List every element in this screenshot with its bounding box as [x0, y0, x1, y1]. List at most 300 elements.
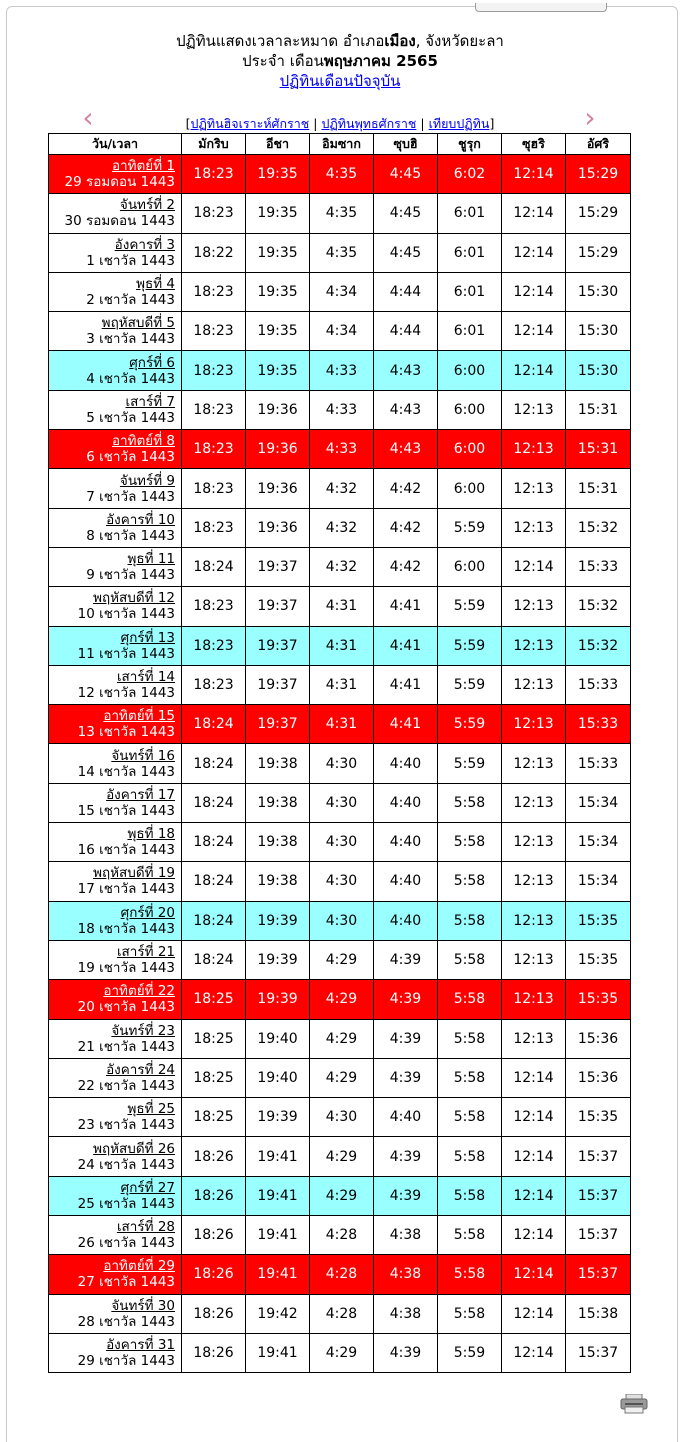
time-syuruk: 5:58 — [438, 1137, 502, 1176]
time-syuruk: 5:59 — [438, 1333, 502, 1372]
time-subuh: 4:39 — [374, 980, 438, 1019]
day-cell — [49, 547, 182, 586]
hijri-date: 9 เชาวัล 1443 — [86, 567, 175, 584]
hijri-date: 17 เชาวัล 1443 — [77, 881, 175, 898]
day-cell — [49, 1098, 182, 1137]
time-maghrib: 18:23 — [182, 665, 246, 704]
day-link[interactable]: อาทิตย์ที่ 15 — [103, 708, 175, 725]
time-maghrib: 18:24 — [182, 744, 246, 783]
time-asar: 15:37 — [566, 1137, 631, 1176]
top-button[interactable] — [475, 3, 607, 12]
time-syuruk: 5:59 — [438, 626, 502, 665]
time-zuhur: 12:13 — [502, 390, 566, 429]
time-imsak: 4:35 — [310, 233, 374, 272]
links-separator: | — [416, 116, 429, 131]
time-isha: 19:37 — [246, 665, 310, 704]
day-cell — [49, 1294, 182, 1333]
day-link[interactable]: พฤหัสบดีที่ 19 — [93, 865, 175, 882]
time-asar: 15:29 — [566, 233, 631, 272]
day-link[interactable]: จันทร์ที่ 30 — [111, 1297, 175, 1314]
time-zuhur: 12:14 — [502, 547, 566, 586]
time-syuruk: 5:58 — [438, 901, 502, 940]
time-imsak: 4:31 — [310, 626, 374, 665]
time-imsak: 4:28 — [310, 1216, 374, 1255]
time-asar: 15:30 — [566, 351, 631, 390]
day-link[interactable]: อาทิตย์ที่ 1 — [111, 158, 175, 175]
table-row — [49, 194, 631, 233]
day-cell — [49, 233, 182, 272]
time-subuh: 4:40 — [374, 823, 438, 862]
time-subuh: 4:44 — [374, 312, 438, 351]
time-isha: 19:40 — [246, 1019, 310, 1058]
time-imsak: 4:35 — [310, 155, 374, 194]
time-subuh: 4:40 — [374, 862, 438, 901]
time-maghrib: 18:23 — [182, 390, 246, 429]
day-link[interactable]: พุธที่ 25 — [127, 1101, 175, 1118]
time-maghrib: 18:24 — [182, 901, 246, 940]
time-imsak: 4:30 — [310, 862, 374, 901]
time-asar: 15:35 — [566, 1098, 631, 1137]
time-subuh: 4:40 — [374, 783, 438, 822]
day-link[interactable]: เสาร์ที่ 28 — [116, 1219, 175, 1236]
time-subuh: 4:40 — [374, 744, 438, 783]
day-cell — [49, 1333, 182, 1372]
time-asar: 15:33 — [566, 705, 631, 744]
time-isha: 19:35 — [246, 194, 310, 233]
compare-calendar-link[interactable]: เทียบปฏิทิน — [428, 116, 490, 131]
time-asar: 15:37 — [566, 1333, 631, 1372]
time-subuh: 4:41 — [374, 626, 438, 665]
col-header-maghrib: มักริบ — [182, 134, 246, 155]
time-subuh: 4:42 — [374, 469, 438, 508]
time-isha: 19:37 — [246, 587, 310, 626]
time-zuhur: 12:14 — [502, 155, 566, 194]
time-zuhur: 12:13 — [502, 901, 566, 940]
time-imsak: 4:32 — [310, 469, 374, 508]
day-link[interactable]: เสาร์ที่ 14 — [116, 669, 175, 685]
time-asar: 15:33 — [566, 547, 631, 586]
table-row — [49, 1176, 631, 1215]
day-link[interactable]: พุธที่ 18 — [127, 826, 175, 843]
table-row — [49, 783, 631, 822]
day-cell — [49, 626, 182, 665]
time-syuruk: 5:58 — [438, 862, 502, 901]
col-header-imsak: อิมซาก — [310, 134, 374, 155]
hijri-date: 11 เชาวัล 1443 — [77, 645, 175, 662]
day-cell — [49, 980, 182, 1019]
hijri-date: 29 เชาวัล 1443 — [77, 1353, 175, 1370]
prayer-times-table — [48, 133, 631, 1373]
time-isha: 19:38 — [246, 744, 310, 783]
day-link[interactable]: พุธที่ 4 — [136, 276, 175, 293]
table-row — [49, 705, 631, 744]
time-maghrib: 18:24 — [182, 705, 246, 744]
time-isha: 19:36 — [246, 508, 310, 547]
time-imsak: 4:32 — [310, 508, 374, 547]
buddhist-calendar-link[interactable]: ปฏิทินพุทธศักราช — [321, 116, 417, 131]
time-subuh: 4:42 — [374, 547, 438, 586]
table-row — [49, 312, 631, 351]
time-zuhur: 12:14 — [502, 351, 566, 390]
table-row — [49, 665, 631, 704]
time-syuruk: 6:00 — [438, 469, 502, 508]
day-link[interactable]: พฤหัสบดีที่ 26 — [93, 1140, 175, 1157]
time-isha: 19:42 — [246, 1294, 310, 1333]
time-syuruk: 6:01 — [438, 272, 502, 311]
table-row — [49, 1098, 631, 1137]
hijri-date: 10 เชาวัล 1443 — [77, 606, 175, 623]
time-syuruk: 5:58 — [438, 1058, 502, 1097]
time-isha: 19:36 — [246, 390, 310, 429]
hijri-date: 16 เชาวัล 1443 — [77, 842, 175, 859]
table-row — [49, 626, 631, 665]
table-row — [49, 469, 631, 508]
time-syuruk: 5:58 — [438, 1294, 502, 1333]
time-asar: 15:31 — [566, 469, 631, 508]
day-link[interactable]: จันทร์ที่ 9 — [119, 472, 175, 489]
time-imsak: 4:34 — [310, 312, 374, 351]
time-imsak: 4:29 — [310, 1176, 374, 1215]
time-zuhur: 12:14 — [502, 1137, 566, 1176]
time-isha: 19:35 — [246, 312, 310, 351]
time-syuruk: 6:00 — [438, 430, 502, 469]
time-syuruk: 6:01 — [438, 312, 502, 351]
time-zuhur: 12:14 — [502, 1255, 566, 1294]
time-isha: 19:41 — [246, 1137, 310, 1176]
time-zuhur: 12:14 — [502, 1058, 566, 1097]
time-asar: 15:31 — [566, 390, 631, 429]
hijri-date: 18 เชาวัล 1443 — [77, 920, 175, 937]
time-maghrib: 18:23 — [182, 508, 246, 547]
time-syuruk: 5:58 — [438, 783, 502, 822]
time-maghrib: 18:23 — [182, 430, 246, 469]
time-imsak: 4:28 — [310, 1255, 374, 1294]
time-asar: 15:35 — [566, 901, 631, 940]
col-header-asar: อัศริ — [566, 134, 631, 155]
time-subuh: 4:44 — [374, 272, 438, 311]
time-isha: 19:37 — [246, 626, 310, 665]
province-name: , จังหวัดยะลา — [415, 32, 504, 50]
time-subuh: 4:42 — [374, 508, 438, 547]
time-zuhur: 12:14 — [502, 233, 566, 272]
time-imsak: 4:31 — [310, 705, 374, 744]
time-zuhur: 12:13 — [502, 705, 566, 744]
day-link[interactable]: จันทร์ที่ 23 — [111, 1022, 175, 1039]
time-subuh: 4:45 — [374, 155, 438, 194]
print-icon[interactable] — [620, 1394, 648, 1414]
links-separator: | — [309, 116, 322, 131]
time-isha: 19:35 — [246, 351, 310, 390]
time-imsak: 4:29 — [310, 980, 374, 1019]
time-subuh: 4:39 — [374, 1058, 438, 1097]
time-imsak: 4:30 — [310, 901, 374, 940]
col-header-zuhur: ซุฮริ — [502, 134, 566, 155]
time-isha: 19:39 — [246, 940, 310, 979]
day-link[interactable]: ศุกร์ที่ 20 — [120, 904, 175, 921]
hijri-date: 12 เชาวัล 1443 — [77, 685, 175, 701]
day-link[interactable]: อังคารที่ 17 — [106, 786, 175, 803]
day-cell — [49, 272, 182, 311]
time-maghrib: 18:24 — [182, 862, 246, 901]
time-imsak: 4:33 — [310, 390, 374, 429]
day-link[interactable]: เสาร์ที่ 21 — [116, 944, 175, 961]
table-row — [49, 155, 631, 194]
day-link[interactable]: พุธที่ 11 — [127, 551, 175, 568]
time-zuhur: 12:14 — [502, 272, 566, 311]
table-row — [49, 862, 631, 901]
day-link[interactable]: พฤหัสบดีที่ 5 — [101, 315, 175, 332]
time-isha: 19:38 — [246, 823, 310, 862]
time-zuhur: 12:13 — [502, 980, 566, 1019]
day-link[interactable]: จันทร์ที่ 16 — [111, 747, 175, 764]
time-syuruk: 6:01 — [438, 233, 502, 272]
time-subuh: 4:39 — [374, 1019, 438, 1058]
time-isha: 19:41 — [246, 1255, 310, 1294]
time-subuh: 4:39 — [374, 1176, 438, 1215]
time-imsak: 4:28 — [310, 1294, 374, 1333]
time-maghrib: 18:26 — [182, 1176, 246, 1215]
month-year: พฤษภาคม 2565 — [323, 52, 438, 70]
time-asar: 15:36 — [566, 1058, 631, 1097]
table-row — [49, 1294, 631, 1333]
day-cell — [49, 940, 182, 979]
time-syuruk: 5:58 — [438, 980, 502, 1019]
time-imsak: 4:33 — [310, 351, 374, 390]
time-isha: 19:41 — [246, 1176, 310, 1215]
table-body — [49, 155, 631, 1373]
time-syuruk: 5:59 — [438, 744, 502, 783]
time-zuhur: 12:13 — [502, 469, 566, 508]
time-subuh: 4:41 — [374, 705, 438, 744]
hijri-date: 22 เชาวัล 1443 — [77, 1077, 175, 1094]
day-link[interactable]: อังคารที่ 10 — [106, 511, 175, 528]
title-line-1 — [0, 31, 680, 51]
time-maghrib: 18:25 — [182, 1098, 246, 1137]
time-asar: 15:35 — [566, 980, 631, 1019]
day-cell — [49, 665, 182, 704]
time-imsak: 4:29 — [310, 1137, 374, 1176]
day-link[interactable]: อาทิตย์ที่ 29 — [103, 1258, 175, 1275]
day-link[interactable]: อาทิตย์ที่ 8 — [111, 433, 175, 450]
time-asar: 15:29 — [566, 194, 631, 233]
hijri-date: 3 เชาวัล 1443 — [86, 331, 175, 348]
day-cell — [49, 508, 182, 547]
time-maghrib: 18:25 — [182, 1019, 246, 1058]
time-maghrib: 18:24 — [182, 783, 246, 822]
time-maghrib: 18:23 — [182, 312, 246, 351]
day-cell — [49, 312, 182, 351]
hijri-date: 24 เชาวัล 1443 — [77, 1156, 175, 1173]
time-subuh: 4:39 — [374, 1333, 438, 1372]
table-row — [49, 823, 631, 862]
time-zuhur: 12:13 — [502, 430, 566, 469]
day-cell — [49, 1176, 182, 1215]
hijri-date: 13 เชาวัล 1443 — [77, 724, 175, 741]
time-asar: 15:31 — [566, 430, 631, 469]
time-subuh: 4:40 — [374, 901, 438, 940]
time-asar: 15:34 — [566, 783, 631, 822]
page-header — [0, 31, 680, 91]
time-maghrib: 18:23 — [182, 587, 246, 626]
time-maghrib: 18:26 — [182, 1255, 246, 1294]
time-zuhur: 12:13 — [502, 665, 566, 704]
time-syuruk: 5:59 — [438, 508, 502, 547]
day-link[interactable]: เสาร์ที่ 7 — [125, 393, 175, 410]
hijri-date: 30 รอมดอน 1443 — [64, 213, 175, 230]
time-zuhur: 12:13 — [502, 783, 566, 822]
table-row — [49, 901, 631, 940]
time-syuruk: 5:58 — [438, 823, 502, 862]
time-asar: 15:30 — [566, 312, 631, 351]
day-link[interactable]: พฤหัสบดีที่ 12 — [93, 590, 175, 607]
time-isha: 19:35 — [246, 272, 310, 311]
current-month-link[interactable]: ปฏิทินเดือนปัจจุบัน — [279, 72, 401, 90]
time-asar: 15:34 — [566, 862, 631, 901]
time-asar: 15:32 — [566, 587, 631, 626]
time-maghrib: 18:23 — [182, 626, 246, 665]
time-asar: 15:33 — [566, 665, 631, 704]
time-isha: 19:39 — [246, 1098, 310, 1137]
time-isha: 19:39 — [246, 980, 310, 1019]
table-row — [49, 1255, 631, 1294]
table-row — [49, 390, 631, 429]
table-row — [49, 1333, 631, 1372]
col-header-day: วัน/เวลา — [49, 134, 182, 155]
hijri-date: 8 เชาวัล 1443 — [86, 527, 175, 544]
time-isha: 19:37 — [246, 705, 310, 744]
hijri-calendar-link[interactable]: ปฏิทินฮิจเราะห์ศักราช — [190, 116, 310, 131]
day-link[interactable]: ศุกร์ที่ 13 — [120, 629, 175, 646]
hijri-date: 1 เชาวัล 1443 — [86, 252, 175, 269]
time-subuh: 4:43 — [374, 390, 438, 429]
day-cell — [49, 705, 182, 744]
time-zuhur: 12:14 — [502, 1098, 566, 1137]
time-imsak: 4:29 — [310, 940, 374, 979]
time-isha: 19:37 — [246, 547, 310, 586]
day-cell — [49, 390, 182, 429]
time-imsak: 4:34 — [310, 272, 374, 311]
time-syuruk: 5:58 — [438, 1255, 502, 1294]
day-link[interactable]: ศุกร์ที่ 27 — [120, 1179, 175, 1196]
time-syuruk: 6:01 — [438, 194, 502, 233]
hijri-date: 6 เชาวัล 1443 — [86, 449, 175, 466]
time-isha: 19:35 — [246, 155, 310, 194]
time-imsak: 4:30 — [310, 823, 374, 862]
table-row — [49, 547, 631, 586]
hijri-date: 15 เชาวัล 1443 — [77, 802, 175, 819]
time-asar: 15:34 — [566, 823, 631, 862]
time-zuhur: 12:14 — [502, 1176, 566, 1215]
table-row — [49, 1216, 631, 1255]
time-zuhur: 12:14 — [502, 1216, 566, 1255]
hijri-date: 23 เชาวัล 1443 — [77, 1117, 175, 1134]
table-row — [49, 980, 631, 1019]
day-cell — [49, 194, 182, 233]
table-row — [49, 351, 631, 390]
time-zuhur: 12:14 — [502, 1333, 566, 1372]
time-imsak: 4:32 — [310, 547, 374, 586]
time-asar: 15:32 — [566, 508, 631, 547]
time-subuh: 4:40 — [374, 1098, 438, 1137]
table-row — [49, 508, 631, 547]
time-maghrib: 18:24 — [182, 940, 246, 979]
hijri-date: 2 เชาวัล 1443 — [86, 292, 175, 309]
table-row — [49, 744, 631, 783]
time-subuh: 4:45 — [374, 194, 438, 233]
col-header-subuh: ซุบฮิ — [374, 134, 438, 155]
time-syuruk: 5:58 — [438, 1098, 502, 1137]
title-line-2 — [0, 51, 680, 71]
day-cell — [49, 1216, 182, 1255]
time-zuhur: 12:13 — [502, 940, 566, 979]
day-link[interactable]: อาทิตย์ที่ 22 — [103, 983, 175, 1000]
time-maghrib: 18:26 — [182, 1333, 246, 1372]
day-cell — [49, 783, 182, 822]
time-zuhur: 12:13 — [502, 823, 566, 862]
time-zuhur: 12:14 — [502, 194, 566, 233]
table-row — [49, 272, 631, 311]
month-prefix: ประจำ เดือน — [242, 52, 324, 70]
arrow-right-icon[interactable]: › — [584, 101, 596, 134]
links-bracket-close: ] — [489, 116, 495, 131]
time-isha: 19:38 — [246, 783, 310, 822]
day-link[interactable]: อังคารที่ 3 — [114, 236, 175, 253]
time-isha: 19:40 — [246, 1058, 310, 1097]
time-zuhur: 12:13 — [502, 587, 566, 626]
day-cell — [49, 1137, 182, 1176]
table-row — [49, 233, 631, 272]
time-subuh: 4:38 — [374, 1294, 438, 1333]
col-header-syuruk: ชูรุก — [438, 134, 502, 155]
time-isha: 19:36 — [246, 430, 310, 469]
time-imsak: 4:30 — [310, 783, 374, 822]
time-imsak: 4:35 — [310, 194, 374, 233]
time-maghrib: 18:22 — [182, 233, 246, 272]
time-maghrib: 18:23 — [182, 155, 246, 194]
day-link[interactable]: ศุกร์ที่ 6 — [129, 354, 175, 371]
time-subuh: 4:41 — [374, 587, 438, 626]
time-imsak: 4:29 — [310, 1019, 374, 1058]
title-prefix: ปฏิทินแสดงเวลาละหมาด อำเภอ — [176, 32, 385, 50]
table-row — [49, 1137, 631, 1176]
time-zuhur: 12:13 — [502, 744, 566, 783]
hijri-date: 26 เชาวัล 1443 — [77, 1235, 175, 1252]
hijri-date: 19 เชาวัล 1443 — [77, 960, 175, 977]
time-zuhur: 12:13 — [502, 1019, 566, 1058]
arrow-left-icon[interactable]: ‹ — [82, 101, 94, 134]
day-cell — [49, 1058, 182, 1097]
time-syuruk: 6:00 — [438, 547, 502, 586]
time-maghrib: 18:23 — [182, 469, 246, 508]
day-cell — [49, 351, 182, 390]
time-subuh: 4:43 — [374, 351, 438, 390]
day-cell — [49, 469, 182, 508]
hijri-date: 14 เชาวัล 1443 — [77, 763, 175, 780]
time-syuruk: 5:58 — [438, 1176, 502, 1215]
day-cell — [49, 1255, 182, 1294]
day-link[interactable]: อังคารที่ 24 — [106, 1061, 175, 1078]
day-link[interactable]: อังคารที่ 31 — [106, 1337, 175, 1354]
day-link[interactable]: จันทร์ที่ 2 — [119, 197, 175, 214]
time-subuh: 4:38 — [374, 1216, 438, 1255]
time-subuh: 4:39 — [374, 1137, 438, 1176]
time-isha: 19:39 — [246, 901, 310, 940]
time-imsak: 4:31 — [310, 665, 374, 704]
calendar-links — [0, 116, 680, 132]
time-subuh: 4:43 — [374, 430, 438, 469]
time-zuhur: 12:13 — [502, 862, 566, 901]
table-row — [49, 1019, 631, 1058]
